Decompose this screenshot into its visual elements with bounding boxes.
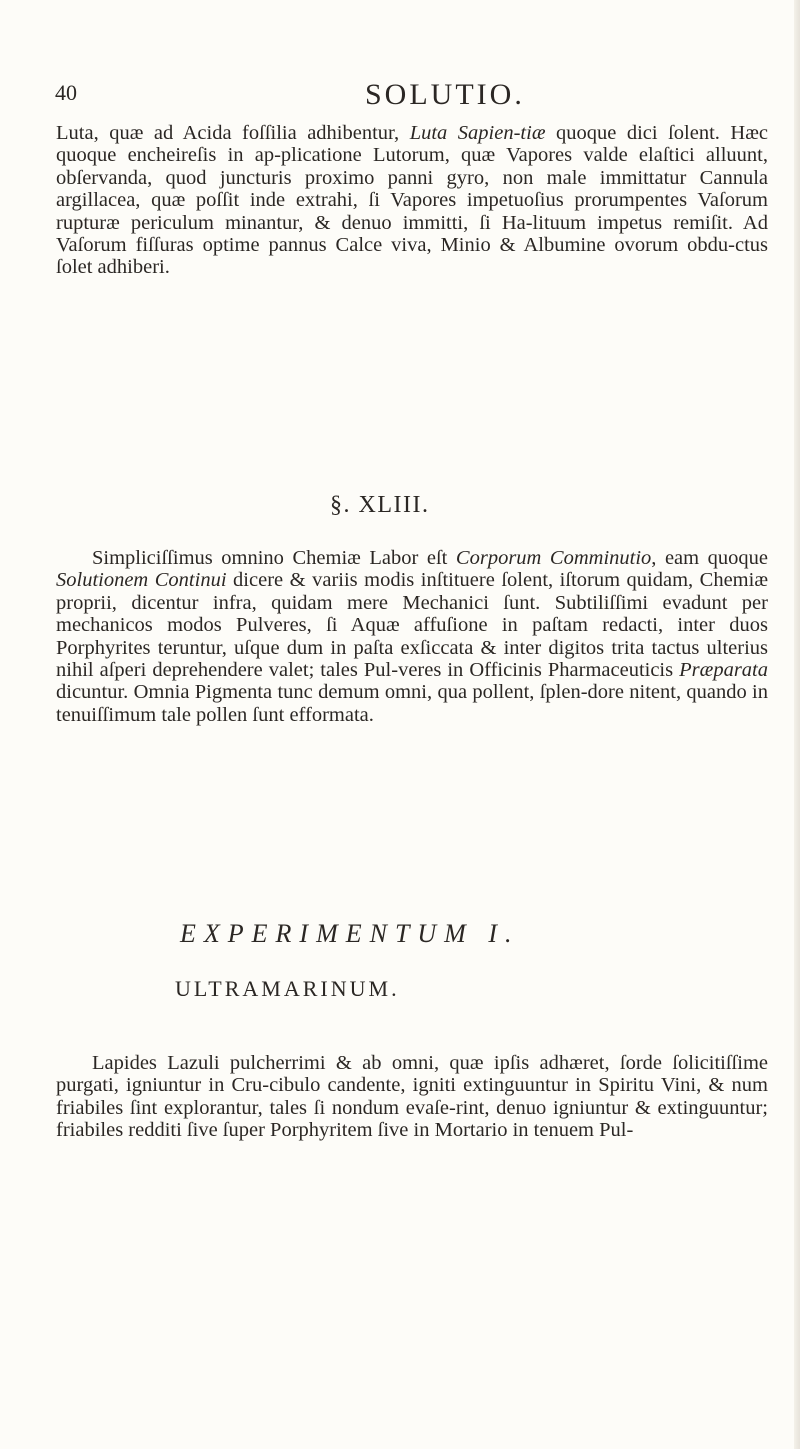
experiment-subtitle: ULTRAMARINUM.	[175, 976, 400, 1001]
page-edge	[794, 0, 800, 1449]
paragraph-2-italic-a: Corporum Comminutio	[455, 547, 652, 569]
section-number: §. XLIII.	[330, 492, 430, 518]
page-header	[55, 78, 775, 114]
paragraph-1-italic: Luta Sapien-tiæ	[409, 122, 546, 144]
paragraph-1-text-b: quoque dici ſolent. Hæc quoque encheireſis in ap-plicatione Lutorum, quæ Vapores valde elaſtici alluunt, obſervanda, quod juncturis proximo panni gyro, non male immittatur Cannula argillacea, quæ poſſit inde extrahi, ſi Vapores impetuoſius prorumpentes Vaſorum rupturæ periculum minantur, & denuo immitti, ſi Ha-lituum impetus remiſit. Ad Vaſorum fiſſuras optime pannus Calce viva, Minio & Albumine ovorum obdu-ctus ſolet adhiberi.	[56, 122, 768, 279]
paragraph-2	[56, 547, 768, 726]
paragraph-2-italic-c: Præparata	[679, 659, 768, 682]
page-number: 40	[55, 80, 77, 105]
paragraph-1	[56, 122, 768, 279]
paragraph-2-italic-b: Solutionem Continui	[56, 569, 227, 592]
paragraph-3: Lapides Lazuli pulcherrimi & ab omni, quæ ipſis adhæret, ſorde ſolicitiſſime purgati, igniuntur in Cru-cibulo candente, igniti extinguuntur in Spiritu Vini, & num friabiles ſint explorantur, tales ſi nondum evaſe-rint, denuo igniuntur & extinguuntur; friabiles redditi ſive ſuper Porphyritem ſive in Mortario in tenuem Pul-	[56, 1052, 768, 1142]
paragraph-2-text-d: dicuntur. Omnia Pigmenta tunc demum omni, qua pollent, ſplen-dore nitent, quando in tenuiſſimum tale pollen ſunt efformata.	[56, 681, 768, 726]
running-title: SOLUTIO.	[365, 78, 525, 111]
paragraph-1-text-a: Luta, quæ ad Acida foſſilia adhibentur,	[56, 122, 410, 144]
paragraph-2-text-b: , eam quoque	[651, 547, 768, 569]
paragraph-2-text-c: dicere & variis modis inſtituere ſolent, iſtorum quidam, Chemiæ proprii, dicentur infra, quidam mere Mechanici ſunt. Subtiliſſimi evadunt per mechanicos modos Pulveres, ſi Aquæ affuſione in paſtam redacti, inter duos Porphyrites teruntur, uſque dum in paſta exſiccata & inter digitos trita tactus ulterius nihil aſperi deprehendere valet; tales Pul-veres in Officinis Pharmaceuticis	[56, 569, 769, 682]
paragraph-2-text-a: Simpliciſſimus omnino Chemiæ Labor eſt	[92, 547, 456, 569]
experiment-title: EXPERIMENTUM I.	[180, 919, 520, 948]
